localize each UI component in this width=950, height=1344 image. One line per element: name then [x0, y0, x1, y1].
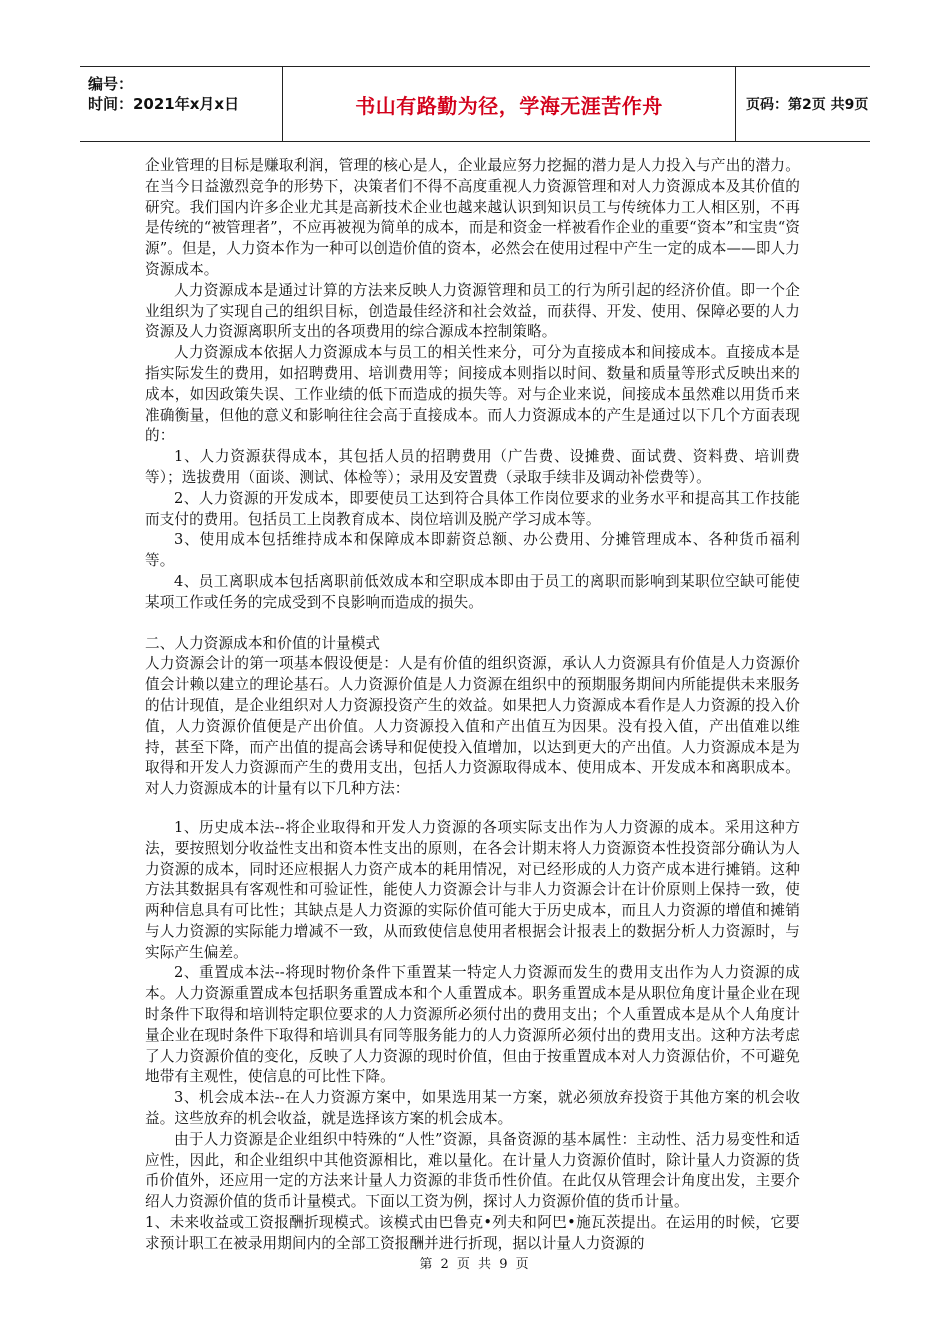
page-footer: 第 2 页 共 9 页 — [419, 1257, 531, 1272]
section-heading: 二、人力资源成本和价值的计量模式 — [145, 634, 381, 652]
list-item: 3、机会成本法--在人力资源方案中，如果选用某一方案，就必须放弃投资于其他方案的机会收益。这些放弃的机会收益，就是选择该方案的机会成本。 — [145, 1089, 800, 1128]
list-item: 4、员工离职成本包括离职前低效成本和空职成本即由于员工的离职而影响到某职位空缺可能使某项工作或任务的完成受到不良影响而造成的损失。 — [145, 572, 800, 611]
document-body — [145, 156, 800, 1255]
body-paragraph: 由于人力资源是企业组织中特殊的“人性”资源，具备资源的基本属性：主动性、活力易变性和适应性，因此，和企业组织中其他资源相比，难以量化。在计量人力资源价值时，除计量人力资源的货币价值外，还应用一定的方法来计量人力资源的非货币性价值。在此仅从管理会计角度出发，主要介绍人力资源价值的货币计量模式。下面以工资为例，探讨人力资源价值的货币计量。 — [145, 1130, 800, 1211]
body-paragraph: 人力资源会计的第一项基本假设便是：人是有价值的组织资源，承认人力资源具有价值是人力资源价值会计赖以建立的理论基石。人力资源价值是人力资源在组织中的预期服务期间内所能提供未来服务的估计现值，是企业组织对人力资源投资产生的效益。如果把人力资源成本看作是人力资源的投入价值，人力资源价值便是产出价值。人力资源投入值和产出值互为因果。没有投入值，产出值难以维持，甚至下降，而产出值的提高会诱导和促使投入值增加，以达到更大的产出值。人力资源成本是为取得和开发人力资源而产生的费用支出，包括人力资源取得成本、使用成本、开发成本和离职成本。对人力资源成本的计量有以下几种方法： — [145, 655, 800, 798]
list-item: 3、使用成本包括维持成本和保障成本即薪资总额、办公费用、分摊管理成本、各种货币福利等。 — [145, 531, 800, 570]
list-item: 2、人力资源的开发成本，即要使员工达到符合具体工作岗位要求的业务水平和提高其工作技能而支付的费用。包括员工上岗教育成本、岗位培训及脱产学习成本等。 — [145, 489, 800, 528]
list-item: 2、重置成本法--将现时物价条件下重置某一特定人力资源而发生的费用支出作为人力资源的成本。人力资源重置成本包括职务重置成本和个人重置成本。职务重置成本是从职位角度计量企业在现时条件下取得和培训特定职位要求的人力资源所必须付出的费用支出；个人重置成本是从个人角度计量企业在现时条件下取得和培训具有同等服务能力的人力资源所必须付出的费用支出。这种方法考虑了人力资源价值的变化，反映了人力资源的现时价值，但由于按重置成本对人力资源估价，不可避免地带有主观性，使信息的可比性下降。 — [145, 964, 800, 1086]
list-item: 1、历史成本法--将企业取得和开发人力资源的各项实际支出作为人力资源的成本。采用这种方法，要按照划分收益性支出和资本性支出的原则，在各会计期末将人力资源资本性投资部分确认为人力资源的成本，同时还应根据人力资产成本的耗用情况，对已经形成的人力资产成本进行摊销。这种方法其数据具有客观性和可验证性，能使人力资源会计与非人力资源会计在计价原则上保持一致，使两种信息具有可比性；其缺点是人力资源的实际价值可能大于历史成本，而且人力资源的增值和摊销与人力资源的实际能力增减不一致，从而致使信息使用者根据会计报表上的数据分析人力资源时，与实际产生偏差。 — [145, 818, 800, 961]
page-header — [80, 66, 870, 142]
list-item: 1、人力资源获得成本，其包括人员的招聘费用（广告费、设摊费、面试费、资料费、培训费等）；选拔费用（面谈、测试、体检等）；录用及安置费（录取手续非及调动补偿费等）。 — [145, 448, 800, 486]
header-motto-cell — [283, 67, 736, 141]
body-paragraph: 人力资源成本依据人力资源成本与员工的相关性来分，可分为直接成本和间接成本。直接成本是指实际发生的费用，如招聘费用、培训费用等；间接成本则指以时间、数量和质量等形式反映出来的成本，如因政策失误、工作业绩的低下而造成的损失等。对与企业来说，间接成本虽然难以用货币来准确衡量，但他的意义和影响往往会高于直接成本。而人力资源成本的产生是通过以下几个方面表现的： — [145, 344, 800, 445]
document-number-label: 编号： — [88, 75, 134, 93]
header-meta-cell — [80, 67, 283, 141]
header-motto: 书山有路勤为径，学海无涯苦作舟 — [355, 93, 663, 118]
header-page-cell — [736, 67, 870, 141]
body-paragraph: 人力资源成本是通过计算的方法来反映人力资源管理和员工的行为所引起的经济价值。即一个企业组织为了实现自己的组织目标，创造最佳经济和社会效益，而获得、开发、使用、保障必要的人力资源及人力资源离职所支出的各项费用的综合源成本控制策略。 — [145, 281, 800, 341]
header-page-code: 页码：第2页 共9页 — [746, 97, 869, 113]
document-time-label: 时间：2021年x月x日 — [88, 95, 240, 113]
list-item: 1、未来收益或工资报酬折现模式。该模式由巴鲁克•列夫和阿巴•施瓦茨提出。在运用的时候，它要求预计职工在被录用期间内的全部工资报酬并进行折现，据以计量人力资源的 — [145, 1214, 800, 1252]
body-paragraph: 企业管理的目标是赚取利润，管理的核心是人，企业最应努力挖掘的潜力是人力投入与产出的潜力。在当今日益激烈竞争的形势下，决策者们不得不高度重视人力资源管理和对人力资源成本及其价值的研究。我们国内许多企业尤其是高新技术企业也越来越认识到知识员工与传统体力工人相区别，不再是传统的“被管理者”，不应再被视为简单的成本，而是和资金一样被看作企业的重要“资本”和宝贵“资源”。但是，人力资本作为一种可以创造价值的资本，必然会在使用过程中产生一定的成本——即人力资源成本。 — [145, 157, 800, 278]
